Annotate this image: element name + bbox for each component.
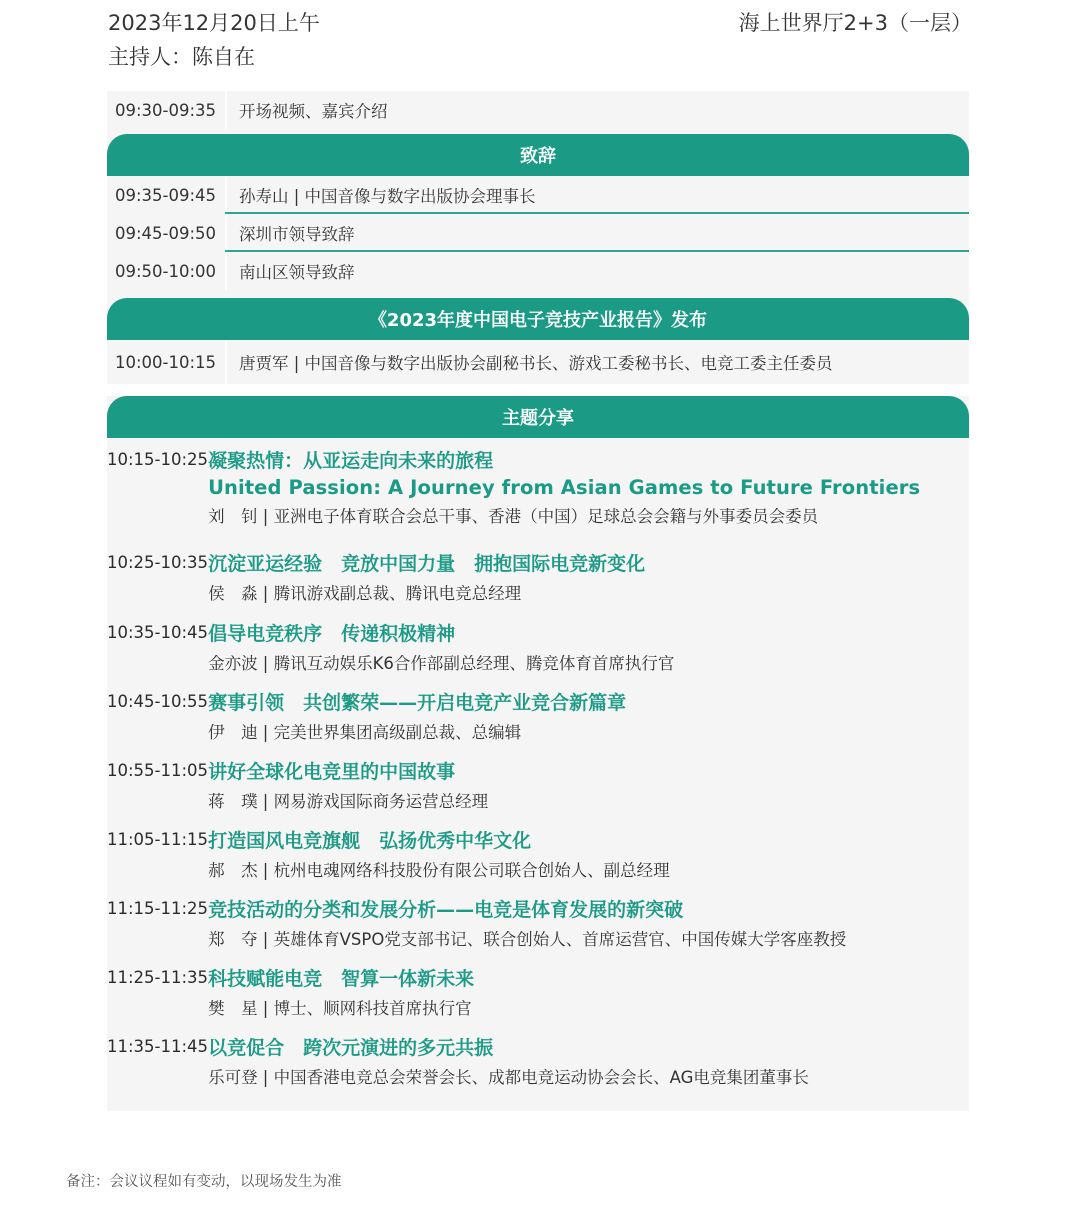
row-time: 09:30-09:35 xyxy=(115,100,217,120)
talk-title: 打造国风电竞旗舰 弘扬优秀中华文化 xyxy=(208,830,532,852)
session-host: 主持人：陈自在 xyxy=(108,45,255,69)
agenda-row xyxy=(107,340,969,384)
talk-item xyxy=(107,438,969,541)
talk-item xyxy=(107,749,969,818)
agenda-row xyxy=(107,214,969,252)
talk-time: 11:15-11:25 xyxy=(107,899,209,918)
row-text: 深圳市领导致辞 xyxy=(239,225,355,244)
section-header-keynotes: 主题分享 xyxy=(107,396,969,438)
row-text: 南山区领导致辞 xyxy=(239,263,355,282)
section-header-welcome: 致辞 xyxy=(107,134,969,176)
talk-speaker: 乐可登 | 中国香港电竞总会荣誉会长、成都电竞运动协会会长、AG电竞集团董事长 xyxy=(208,1068,809,1087)
agenda-row xyxy=(107,176,969,214)
talk-item xyxy=(107,541,969,611)
talk-time: 10:25-10:35 xyxy=(107,553,209,572)
row-text: 唐贾军 | 中国音像与数字出版协会副秘书长、游戏工委秘书长、电竞工委主任委员 xyxy=(239,354,833,373)
agenda-table xyxy=(107,91,969,1111)
talk-time: 11:05-11:15 xyxy=(107,830,209,849)
agenda-row-opening xyxy=(107,91,969,129)
talk-title-en: United Passion: A Journey from Asian Games to Future Frontiers xyxy=(208,476,921,499)
talk-time: 11:25-11:35 xyxy=(107,968,209,987)
section-header-report: 《2023年度中国电子竞技产业报告》发布 xyxy=(107,298,969,340)
session-date: 2023年12月20日上午 xyxy=(108,11,320,35)
talk-item xyxy=(107,818,969,887)
talk-speaker: 蒋 璞 | 网易游戏国际商务运营总经理 xyxy=(208,792,489,811)
agenda-row xyxy=(107,252,969,290)
talk-title: 讲好全球化电竞里的中国故事 xyxy=(208,761,456,783)
talk-time: 11:35-11:45 xyxy=(107,1037,209,1056)
session-venue: 海上世界厅2+3（一层） xyxy=(738,11,972,35)
talk-title: 科技赋能电竞 智算一体新未来 xyxy=(208,968,475,990)
section-gap xyxy=(107,384,969,396)
talk-speaker: 金亦波 | 腾讯互动娱乐K6合作部副总经理、腾竞体育首席执行官 xyxy=(208,654,675,673)
talk-title: 以竞促合 跨次元演进的多元共振 xyxy=(208,1037,494,1059)
talk-item xyxy=(107,887,969,956)
talk-item xyxy=(107,680,969,749)
talk-item xyxy=(107,956,969,1025)
row-text: 开场视频、嘉宾介绍 xyxy=(239,102,388,121)
talk-title: 赛事引领 共创繁荣——开启电竞产业竞合新篇章 xyxy=(208,692,627,714)
talk-title: 竞技活动的分类和发展分析——电竞是体育发展的新突破 xyxy=(208,899,684,921)
row-text: 孙寿山 | 中国音像与数字出版协会理事长 xyxy=(239,187,536,206)
row-time: 10:00-10:15 xyxy=(115,352,217,372)
talk-speaker: 侯 淼 | 腾讯游戏副总裁、腾讯电竞总经理 xyxy=(208,584,522,603)
talk-title: 倡导电竞秩序 传递积极精神 xyxy=(208,623,456,645)
talk-title: 沉淀亚运经验 竞放中国力量 拥抱国际电竞新变化 xyxy=(208,553,646,575)
talk-time: 10:55-11:05 xyxy=(107,761,209,780)
talk-time: 10:45-10:55 xyxy=(107,692,209,711)
footer-note: 备注：会议议程如有变动，以现场发生为准 xyxy=(66,1174,342,1190)
row-time: 09:35-09:45 xyxy=(115,185,217,205)
talk-time: 10:35-10:45 xyxy=(107,623,209,642)
row-time: 09:45-09:50 xyxy=(115,223,217,243)
talk-speaker: 郝 杰 | 杭州电魂网络科技股份有限公司联合创始人、副总经理 xyxy=(208,861,670,880)
talk-speaker: 樊 星 | 博士、顺网科技首席执行官 xyxy=(208,999,472,1018)
row-time: 09:50-10:00 xyxy=(115,261,217,281)
talk-title: 凝聚热情：从亚运走向未来的旅程 xyxy=(208,450,494,472)
talk-speaker: 郑 夺 | 英雄体育VSPO党支部书记、联合创始人、首席运营官、中国传媒大学客座教授 xyxy=(208,930,847,949)
talk-item xyxy=(107,611,969,680)
talk-speaker: 刘 钊 | 亚洲电子体育联合会总干事、香港（中国）足球总会会籍与外事委员会委员 xyxy=(208,507,819,526)
talk-time: 10:15-10:25 xyxy=(107,450,209,469)
talk-item xyxy=(107,1025,969,1111)
talk-speaker: 伊 迪 | 完美世界集团高级副总裁、总编辑 xyxy=(208,723,522,742)
